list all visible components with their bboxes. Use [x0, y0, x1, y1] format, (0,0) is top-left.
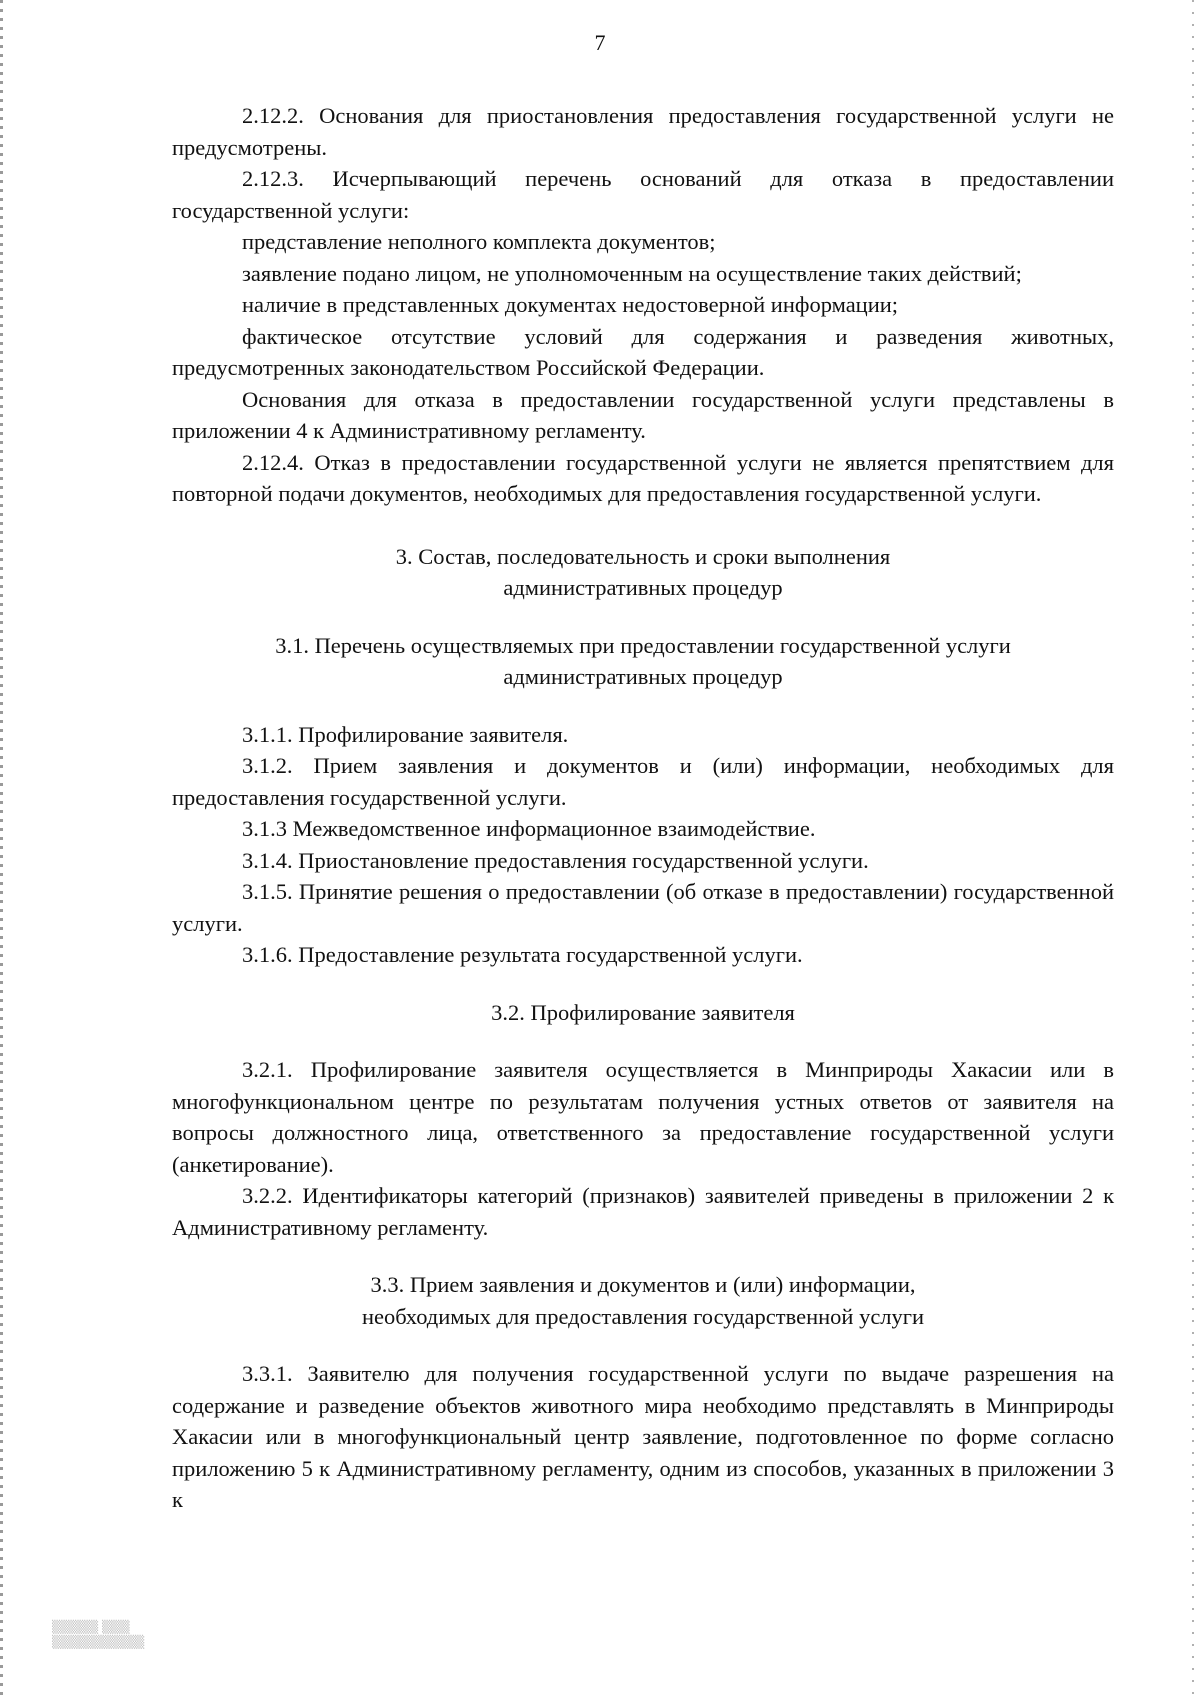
scan-edge-right [1192, 0, 1194, 1698]
paragraph-2-12-3: 2.12.3. Исчерпывающий перечень оснований для отказа в предоставлении государственной услуги: [172, 166, 1114, 223]
section-3-1-heading [172, 630, 1114, 693]
paragraph-2-12-2: 2.12.2. Основания для приостановления предоставления государственной услуги не предусмотрены. [172, 103, 1114, 160]
faint-stamp-mark: ▒▒▒▒▒ ▒▒▒ ▒▒▒▒▒▒▒▒▒▒ [52, 1620, 145, 1649]
page-number: 7 [594, 30, 606, 55]
procedure-list-item: 3.1.1. Профилирование заявителя. [242, 721, 569, 747]
section-3-2-heading [172, 997, 1114, 1029]
paragraph-2-12-4: 2.12.4. Отказ в предоставлении государственной услуги не является препятствием для повторной подачи документов, необходимых для предоставления государственной услуги. [172, 449, 1114, 506]
section-3-1-title-line1: 3.1. Перечень осуществляемых при предоставлении государственной услуги [275, 632, 1011, 658]
section-3-1-title-line2: административных процедур [503, 664, 783, 689]
procedure-list-item: 3.1.5. Принятие решения о предоставлении (об отказе в предоставлении) государственной услуги. [172, 879, 1114, 936]
refusal-reason-item: фактическое отсутствие условий для содержания и разведения животных, предусмотренных законодательством Российской Федерации. [172, 323, 1114, 380]
section-3-3-title-line1: 3.3. Прием заявления и документов и (или) информации, [370, 1272, 916, 1297]
section-3-3-heading [172, 1269, 1114, 1332]
section-3-title-line1: 3. Состав, последовательность и сроки выполнения [395, 543, 891, 569]
procedure-list-item: 3.1.3 Межведомственное информационное взаимодействие. [242, 816, 816, 841]
procedure-list-item: 3.1.2. Прием заявления и документов и (или) информации, необходимых для предоставления государственной услуги. [172, 753, 1114, 810]
section-3-title-line2: административных процедур [503, 575, 783, 600]
procedure-list-item: 3.1.6. Предоставление результата государственной услуги. [242, 942, 803, 967]
refusal-reason-item: заявление подано лицом, не уполномоченным на осуществление таких действий; [242, 260, 1022, 286]
section-3-heading [172, 541, 1114, 604]
paragraph-3-3-1: 3.3.1. Заявителю для получения государственной услуги по выдаче разрешения на содержание и разведение объектов животного мира необходимо представлять в Минприроды Хакасии или в многофункциональный центр заявление, подготовленное по форме согласно приложению 5 к Административному регламенту, одним из способов, указанных в приложении 3 к [172, 1361, 1114, 1512]
document-body [172, 100, 1114, 1516]
refusal-reason-item: наличие в представленных документах недостоверной информации; [242, 292, 899, 317]
scan-edge-left [0, 0, 3, 1698]
procedure-list-item: 3.1.4. Приостановление предоставления государственной услуги. [242, 847, 869, 873]
section-3-2-title: 3.2. Профилирование заявителя [491, 999, 795, 1025]
paragraph-3-2-2: 3.2.2. Идентификаторы категорий (признаков) заявителей приведены в приложении 2 к Административному регламенту. [172, 1183, 1114, 1240]
section-3-3-title-line2: необходимых для предоставления государственной услуги [361, 1303, 925, 1329]
paragraph-appendix-4: Основания для отказа в предоставлении государственной услуги представлены в приложении 4 к Административному регламенту. [172, 386, 1114, 443]
paragraph-3-2-1: 3.2.1. Профилирование заявителя осуществляется в Минприроды Хакасии или в многофункциональном центре по результатам получения устных ответов от заявителя на вопросы должностного лица, ответственного за предоставление государственной услуги (анкетирование). [172, 1057, 1114, 1177]
refusal-reason-item: представление неполного комплекта документов; [242, 229, 716, 254]
